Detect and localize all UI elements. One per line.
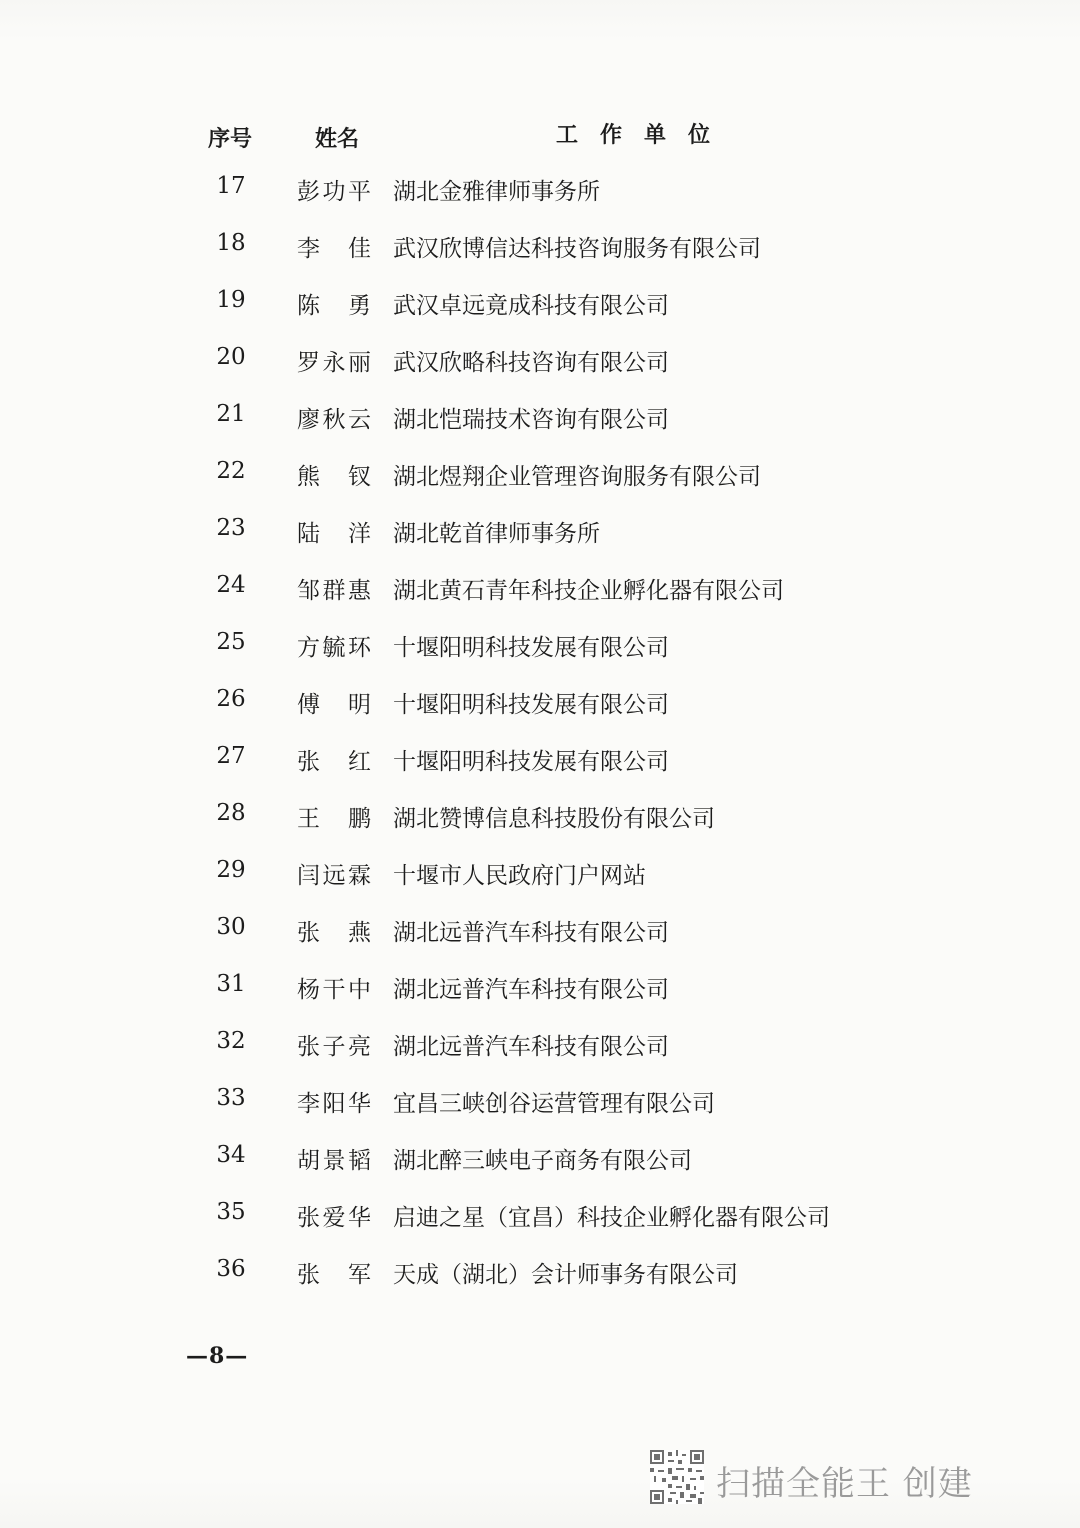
table-row: [0, 556, 1080, 613]
person-name: 闫远霖: [297, 863, 371, 889]
table-row: [0, 214, 1080, 271]
row-number: 36: [216, 1256, 246, 1282]
row-number: 24: [216, 572, 246, 598]
table-row: [0, 670, 1080, 727]
table-row: [0, 727, 1080, 784]
work-unit: 湖北远普汽车科技有限公司: [393, 920, 669, 946]
scanner-watermark: [650, 1448, 990, 1508]
work-unit: 十堰市人民政府门户网站: [393, 863, 646, 889]
person-name: 张红: [297, 749, 371, 775]
watermark-text: 扫描全能王 创建: [716, 1464, 973, 1504]
header-no: 序号: [208, 127, 253, 152]
work-unit: 湖北乾首律师事务所: [393, 521, 600, 547]
work-unit: 湖北醉三峡电子商务有限公司: [393, 1148, 692, 1174]
row-number: 19: [216, 287, 246, 313]
table-row: [0, 955, 1080, 1012]
work-unit: 十堰阳明科技发展有限公司: [393, 692, 669, 718]
person-name: 王鹏: [297, 806, 371, 832]
table-row: [0, 271, 1080, 328]
person-name: 张子亮: [297, 1034, 371, 1060]
table-row: [0, 1126, 1080, 1183]
table-header: [0, 112, 1080, 156]
row-number: 32: [216, 1028, 246, 1054]
person-name: 陆洋: [297, 521, 371, 547]
work-unit: 十堰阳明科技发展有限公司: [393, 749, 669, 775]
row-number: 17: [216, 173, 246, 199]
work-unit: 武汉欣博信达科技咨询服务有限公司: [393, 236, 761, 262]
work-unit: 湖北赞博信息科技股份有限公司: [393, 806, 715, 832]
table-row: [0, 499, 1080, 556]
header-unit: 工作单位: [556, 123, 733, 148]
row-number: 30: [216, 914, 246, 940]
person-name: 廖秋云: [297, 407, 371, 433]
work-unit: 启迪之星（宜昌）科技企业孵化器有限公司: [393, 1205, 830, 1231]
row-number: 31: [216, 971, 246, 997]
table-row: [0, 385, 1080, 442]
work-unit: 湖北恺瑞技术咨询有限公司: [393, 407, 669, 433]
row-number: 21: [216, 401, 246, 427]
table-row: [0, 1069, 1080, 1126]
person-name: 李佳: [297, 236, 371, 262]
page-number: —8—: [186, 1343, 249, 1369]
row-number: 35: [216, 1199, 246, 1225]
person-name: 彭功平: [297, 179, 371, 205]
work-unit: 武汉欣略科技咨询有限公司: [393, 350, 669, 376]
row-number: 20: [216, 344, 246, 370]
work-unit: 十堰阳明科技发展有限公司: [393, 635, 669, 661]
row-number: 27: [216, 743, 246, 769]
row-number: 34: [216, 1142, 246, 1168]
table-row: [0, 328, 1080, 385]
person-name: 张爱华: [297, 1205, 371, 1231]
table-row: [0, 1012, 1080, 1069]
work-unit: 湖北金雅律师事务所: [393, 179, 600, 205]
table-row: [0, 157, 1080, 214]
person-name: 胡景韬: [297, 1148, 371, 1174]
row-number: 26: [216, 686, 246, 712]
work-unit: 湖北远普汽车科技有限公司: [393, 1034, 669, 1060]
table-row: [0, 784, 1080, 841]
person-name: 罗永丽: [297, 350, 371, 376]
person-name: 李阳华: [297, 1091, 371, 1117]
row-number: 22: [216, 458, 246, 484]
person-name: 杨干中: [297, 977, 371, 1003]
table-row: [0, 442, 1080, 499]
person-name: 方毓环: [297, 635, 371, 661]
table-row: [0, 1183, 1080, 1240]
table-row: [0, 841, 1080, 898]
row-number: 28: [216, 800, 246, 826]
work-unit: 湖北黄石青年科技企业孵化器有限公司: [393, 578, 784, 604]
table-row: [0, 613, 1080, 670]
table-body: [0, 157, 1080, 1297]
work-unit: 宜昌三峡创谷运营管理有限公司: [393, 1091, 715, 1117]
row-number: 29: [216, 857, 246, 883]
work-unit: 湖北煜翔企业管理咨询服务有限公司: [393, 464, 761, 490]
work-unit: 天成（湖北）会计师事务有限公司: [393, 1262, 738, 1288]
person-name: 张军: [297, 1262, 371, 1288]
row-number: 18: [216, 230, 246, 256]
row-number: 23: [216, 515, 246, 541]
row-number: 25: [216, 629, 246, 655]
person-name: 邹群惠: [297, 578, 371, 604]
work-unit: 武汉卓远竟成科技有限公司: [393, 293, 669, 319]
header-name: 姓名: [315, 127, 360, 152]
row-number: 33: [216, 1085, 246, 1111]
work-unit: 湖北远普汽车科技有限公司: [393, 977, 669, 1003]
table-row: [0, 1240, 1080, 1297]
qr-code-icon: [650, 1450, 704, 1504]
person-name: 熊钗: [297, 464, 371, 490]
person-name: 傅明: [297, 692, 371, 718]
person-name: 陈勇: [297, 293, 371, 319]
person-name: 张燕: [297, 920, 371, 946]
table-row: [0, 898, 1080, 955]
